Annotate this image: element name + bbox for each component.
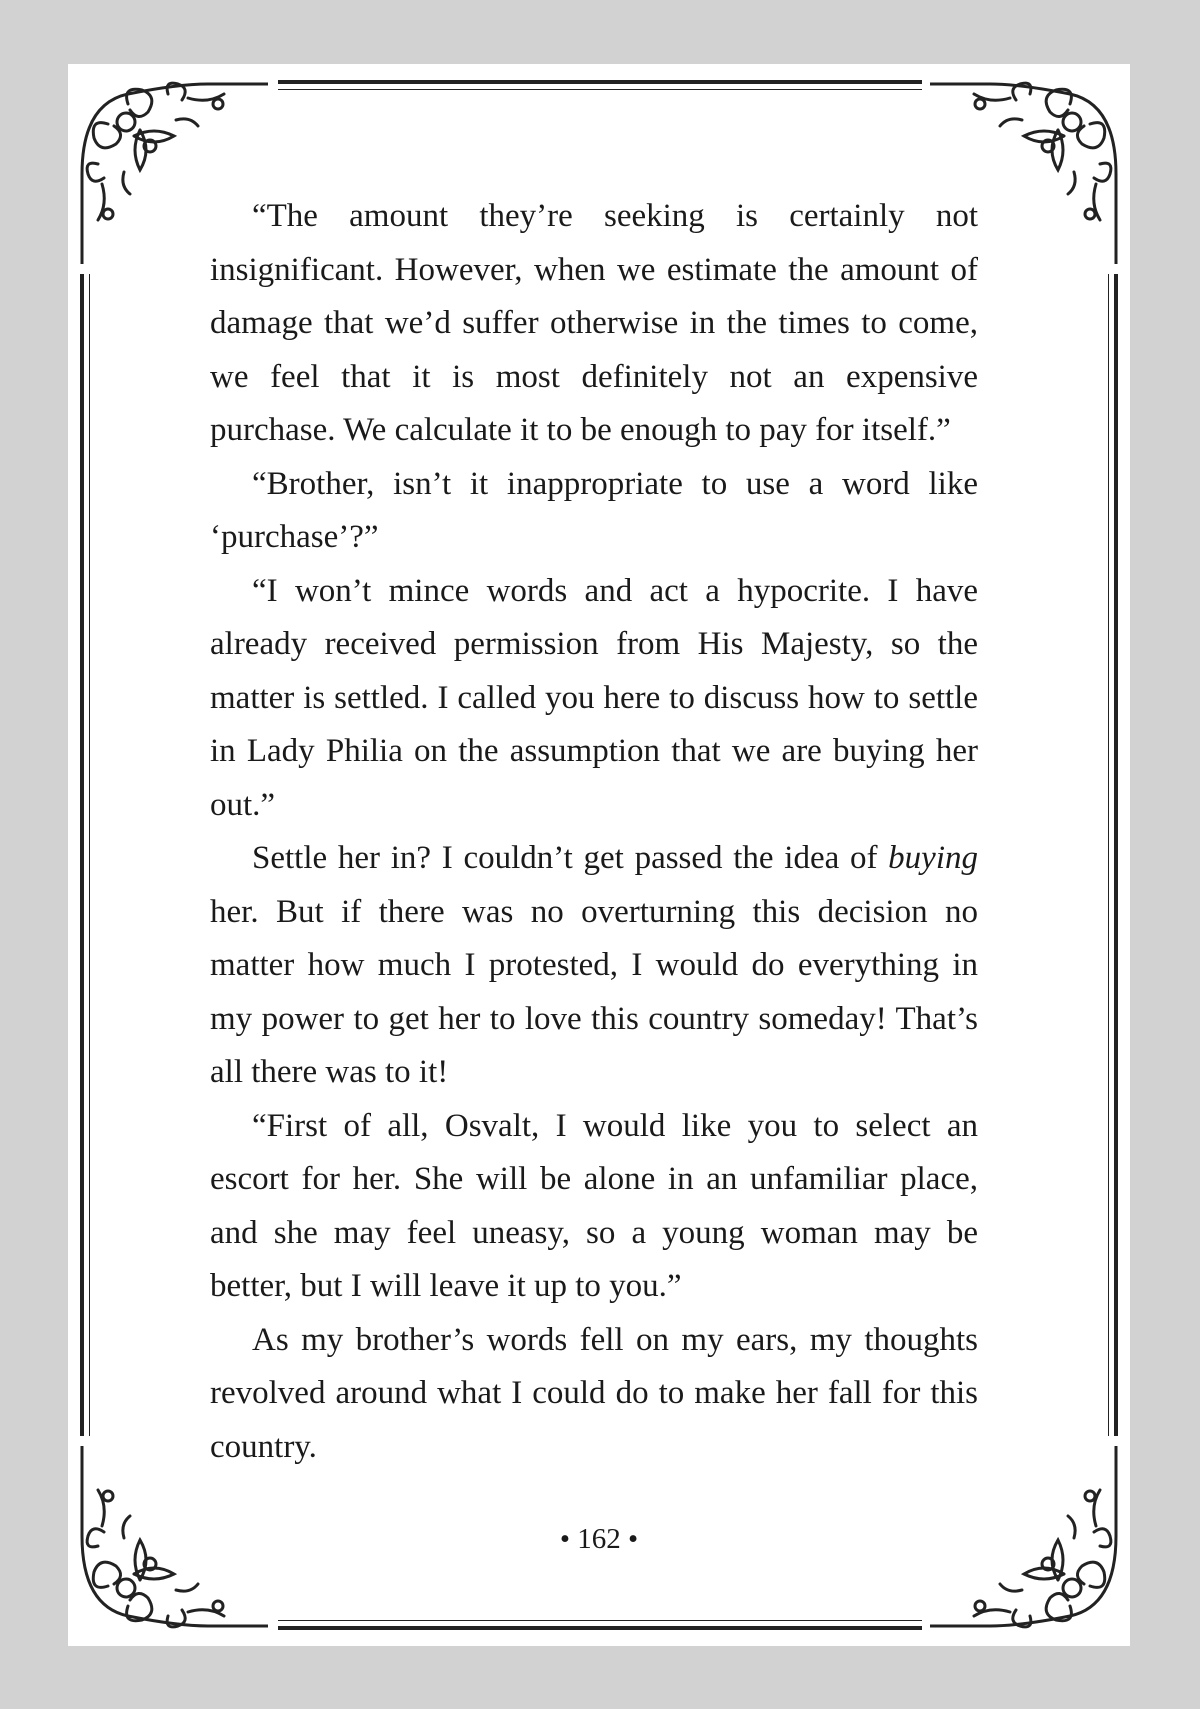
top-border-rule-thin xyxy=(278,89,922,90)
page-number: • 162 • xyxy=(559,1523,639,1555)
body-text xyxy=(210,190,978,1474)
left-border-rule-thin xyxy=(89,274,90,1436)
paragraph-text: her. But if there was no overturning this decision no matter how much I protested, I would do everything in my power to get her to love this country someday! That’s all there was to it! xyxy=(210,893,978,1090)
emphasis-text: buying xyxy=(888,840,978,876)
paragraph: As my brother’s words fell on my ears, my thoughts revolved around what I could do to make her fall for this country. xyxy=(210,1321,978,1465)
top-border-rule xyxy=(278,80,922,84)
book-page xyxy=(68,64,1130,1646)
paragraph: “The amount they’re seeking is certainly not insignificant. However, when we estimate the amount of damage that we’d suffer otherwise in the times to come, we feel that it is most definitely not an expensive purchase. We calculate it to be enough to pay for itself.” xyxy=(210,198,978,448)
left-border-rule xyxy=(80,274,84,1436)
bottom-border-rule-thin xyxy=(278,1620,922,1621)
paragraph xyxy=(210,832,978,1100)
paragraph: “First of all, Osvalt, I would like you to select an escort for her. She will be alone in an unfamiliar place, and she may feel uneasy, so a young woman may be better, but I will leave it up to you.” xyxy=(210,1107,978,1304)
paragraph-text: Settle her in? I couldn’t get passed the idea of xyxy=(252,840,889,876)
right-border-rule-thin xyxy=(1108,274,1109,1436)
paragraph: “I won’t mince words and act a hypocrite. I have already received permission from His Majesty, so the matter is settled. I called you here to discuss how to settle in Lady Philia on the assumption that we are buying her out.” xyxy=(210,572,978,823)
bottom-border-rule xyxy=(278,1626,922,1630)
right-border-rule xyxy=(1114,274,1118,1436)
paragraph: “Brother, isn’t it inappropriate to use a word like ‘purchase’?” xyxy=(210,465,978,555)
